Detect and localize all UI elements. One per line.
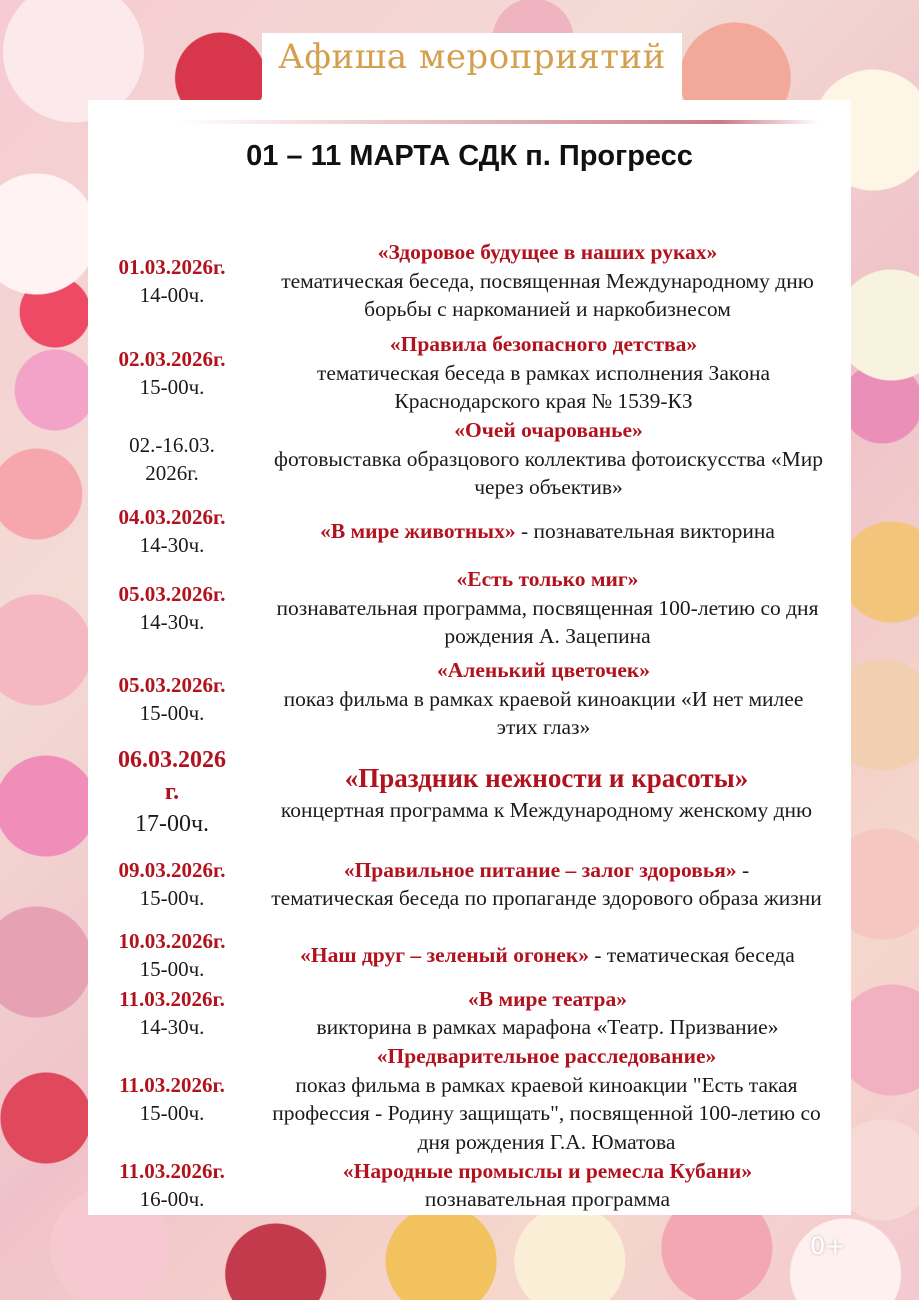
- event-body: [256, 238, 851, 324]
- event-title: «Аленький цветочек»: [437, 658, 650, 683]
- event-title: «Праздник нежности и красоты»: [344, 762, 749, 793]
- event-time: 14-30ч.: [139, 1015, 205, 1039]
- event-description: тематическая беседа по пропаганде здорового образа жизни: [271, 886, 822, 910]
- event-date: 09.03.2026г.: [118, 858, 226, 882]
- event-item: [88, 1156, 851, 1214]
- event-date: 04.03.2026г.: [118, 505, 226, 529]
- event-body: [256, 856, 851, 913]
- event-title-suffix: -: [736, 857, 750, 882]
- event-datetime: [88, 985, 256, 1041]
- event-title: «Правила безопасного детства»: [389, 332, 698, 357]
- event-datetime: [88, 580, 256, 636]
- event-date: 05.03.2026г.: [118, 673, 226, 697]
- event-title: «Здоровое будущее в наших руках»: [377, 240, 718, 265]
- event-datetime: [88, 431, 256, 487]
- event-item: [88, 560, 851, 656]
- event-description: концертная программа к Международному женскому дню: [280, 797, 813, 822]
- event-time: 2026г.: [145, 461, 199, 485]
- event-time: 16-00ч.: [139, 1187, 205, 1211]
- event-title: «Предварительное расследование»: [376, 1044, 717, 1068]
- event-date: 06.03.2026 г.: [118, 747, 226, 805]
- event-description: фотовыставка образцового коллектива фотоискусства «Мир через объектив»: [274, 446, 823, 500]
- event-datetime: [88, 744, 256, 840]
- event-body: [256, 565, 851, 651]
- event-title: «В мире животных»: [320, 518, 516, 543]
- event-description: - познавательная викторина: [515, 518, 775, 543]
- event-description: викторина в рамках марафона «Театр. Призвание»: [316, 1015, 779, 1039]
- event-date: 11.03.2026г.: [119, 1073, 225, 1097]
- event-item: [88, 232, 851, 330]
- event-title: «В мире театра»: [468, 986, 627, 1011]
- event-item: [88, 416, 851, 502]
- event-title: «Наш друг – зеленый огонек»: [300, 942, 589, 967]
- poster-title: Афиша мероприятий: [278, 37, 666, 77]
- event-time: 17-00ч.: [134, 811, 210, 837]
- event-description: тематическая беседа, посвященная Международному дню борьбы с наркоманией и наркобизнесом: [281, 268, 814, 322]
- event-date: 02.03.2026г.: [118, 347, 226, 371]
- event-description: тематическая беседа в рамках исполнения Закона Краснодарского края № 1539-КЗ: [316, 360, 771, 414]
- event-date: 10.03.2026г.: [118, 929, 226, 953]
- event-description: показ фильма в рамках краевой киноакции "Есть такая профессия - Родину защищать", посвященной 100-летию со дня рождения Г.А. Юматова: [272, 1072, 821, 1154]
- event-body: [256, 1042, 851, 1156]
- event-description: показ фильма в рамках краевой киноакции «И нет милее этих глаз»: [283, 686, 804, 740]
- event-body: [256, 330, 851, 416]
- event-datetime: [88, 1071, 256, 1127]
- event-date: 01.03.2026г.: [118, 255, 226, 279]
- event-item: [88, 842, 851, 926]
- event-date: 05.03.2026г.: [118, 582, 226, 606]
- decorative-divider: [178, 120, 818, 124]
- event-datetime: [88, 345, 256, 401]
- event-time: 15-00ч.: [139, 886, 205, 910]
- event-body: [256, 985, 851, 1042]
- event-date: 11.03.2026г.: [119, 1159, 225, 1183]
- event-item: [88, 984, 851, 1042]
- event-description: - тематическая беседа: [589, 942, 795, 967]
- event-time: 15-00ч.: [139, 1101, 205, 1125]
- event-title: «Правильное питание – залог здоровья»: [343, 857, 737, 882]
- title-banner: [262, 33, 682, 101]
- event-body: [256, 760, 851, 825]
- event-body: [256, 656, 851, 742]
- event-time: 14-00ч.: [139, 283, 205, 307]
- event-body: [256, 416, 851, 502]
- event-datetime: [88, 927, 256, 983]
- event-time: 14-30ч.: [139, 610, 205, 634]
- event-description: познавательная программа: [424, 1187, 671, 1211]
- events-panel: [88, 100, 851, 1215]
- page-title: 01 – 11 МАРТА СДК п. Прогресс: [246, 140, 693, 172]
- event-item: [88, 742, 851, 842]
- event-time: 15-00ч.: [139, 701, 205, 725]
- event-list: [88, 232, 851, 1214]
- event-datetime: [88, 671, 256, 727]
- event-date: 02.-16.03.: [129, 433, 215, 457]
- event-item: [88, 502, 851, 560]
- event-item: [88, 656, 851, 742]
- event-datetime: [88, 253, 256, 309]
- event-title: «Народные промыслы и ремесла Кубани»: [342, 1158, 753, 1183]
- age-rating-badge: 0+: [810, 1232, 846, 1260]
- event-body: [256, 1157, 851, 1214]
- event-item: [88, 1042, 851, 1156]
- event-description: познавательная программа, посвященная 100-летию со дня рождения А. Зацепина: [276, 595, 819, 649]
- event-datetime: [88, 1157, 256, 1213]
- event-datetime: [88, 856, 256, 912]
- event-title: «Очей очарованье»: [454, 418, 643, 443]
- event-item: [88, 926, 851, 984]
- event-body: [256, 517, 851, 546]
- event-item: [88, 330, 851, 416]
- event-datetime: [88, 503, 256, 559]
- event-time: 15-00ч.: [139, 957, 205, 981]
- event-date: 11.03.2026г.: [119, 987, 225, 1011]
- event-body: [256, 941, 851, 970]
- event-title: «Есть только миг»: [456, 567, 639, 592]
- event-time: 14-30ч.: [139, 533, 205, 557]
- event-time: 15-00ч.: [139, 375, 205, 399]
